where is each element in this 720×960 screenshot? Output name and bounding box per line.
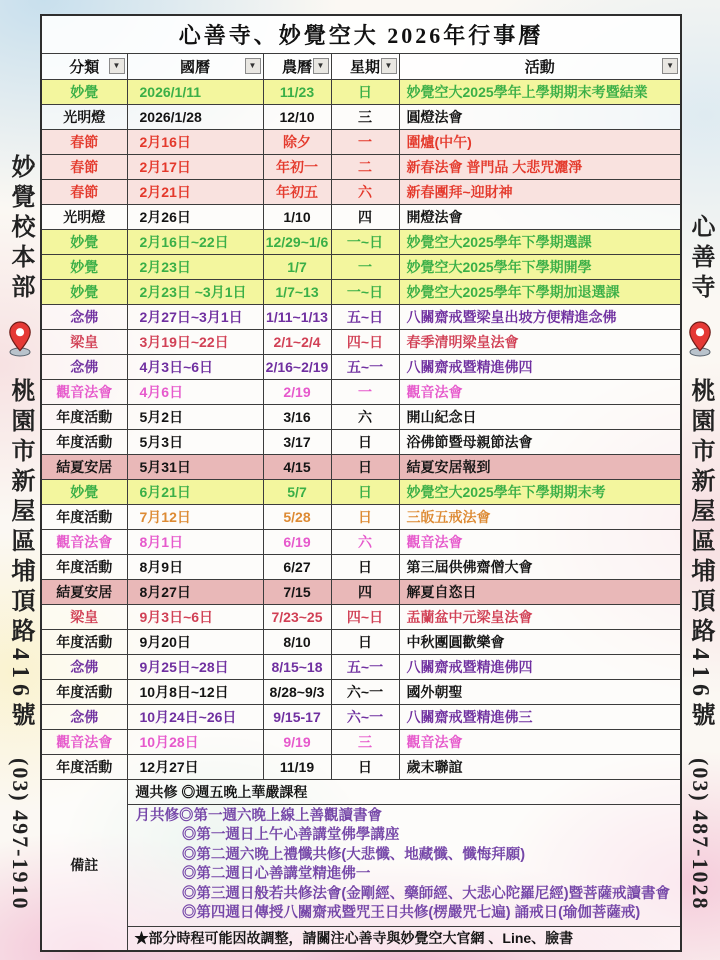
- cell-category: 年度活動: [41, 679, 127, 704]
- cell-activity: 新春法會 普門品 大悲咒灑淨: [399, 154, 681, 179]
- cell-gregorian: 4月6日: [127, 379, 263, 404]
- table-row: [41, 579, 681, 604]
- filter-dropdown-icon: ▼: [112, 61, 121, 70]
- cell-category: 念佛: [41, 354, 127, 379]
- table-row: [41, 604, 681, 629]
- cell-lunar: 6/19: [263, 529, 331, 554]
- col-header-gregorian: [127, 53, 263, 79]
- monthly-note-line: ◎第四週日傳授八關齋戒暨咒王日共修(楞嚴咒七遍) 誦戒日(瑜伽菩薩戒): [181, 905, 641, 921]
- cell-activity: 八關齋戒暨精進佛四: [399, 354, 681, 379]
- cell-gregorian: 9月20日: [127, 629, 263, 654]
- cell-lunar: 9/19: [263, 729, 331, 754]
- table-row: [41, 354, 681, 379]
- table-row: [41, 554, 681, 579]
- cell-lunar: 1/7: [263, 254, 331, 279]
- table-row: [41, 679, 681, 704]
- table-row: [41, 154, 681, 179]
- cell-category: 光明燈: [41, 204, 127, 229]
- cell-category: 念佛: [41, 704, 127, 729]
- filter-button-category[interactable]: [109, 58, 125, 74]
- col-header-weekday: [331, 53, 399, 79]
- cell-activity: 國外朝聖: [399, 679, 681, 704]
- cell-lunar: 12/10: [263, 104, 331, 129]
- cell-lunar: 5/7: [263, 479, 331, 504]
- col-header-label: 星期: [349, 59, 380, 76]
- cell-category: 年度活動: [41, 629, 127, 654]
- cell-activity: 八關齋戒暨精進佛三: [399, 704, 681, 729]
- filter-button-gregorian[interactable]: [245, 58, 261, 74]
- cell-lunar: 年初五: [263, 179, 331, 204]
- cell-weekday: 六: [331, 404, 399, 429]
- cell-lunar: 年初一: [263, 154, 331, 179]
- cell-weekday: 三: [331, 729, 399, 754]
- cell-activity: 圓燈法會: [399, 104, 681, 129]
- table-row: [41, 404, 681, 429]
- cell-gregorian: 10月28日: [127, 729, 263, 754]
- table-row: [41, 729, 681, 754]
- cell-gregorian: 2月16日: [127, 129, 263, 154]
- cell-weekday: 四: [331, 204, 399, 229]
- monthly-note-line: ◎第二週日心善講堂精進佛一: [181, 866, 371, 882]
- cell-category: 春節: [41, 154, 127, 179]
- cell-gregorian: 8月27日: [127, 579, 263, 604]
- cell-gregorian: 4月3日~6日: [127, 354, 263, 379]
- cell-lunar: 3/16: [263, 404, 331, 429]
- col-header-label: 活動: [524, 59, 555, 76]
- cell-weekday: 日: [331, 554, 399, 579]
- col-header-label: 農曆: [281, 59, 312, 76]
- left-sidebar: [1, 0, 39, 960]
- cell-lunar: 2/19: [263, 379, 331, 404]
- temple-name-left: 妙覺校本部: [7, 154, 33, 304]
- cell-category: 年度活動: [41, 754, 127, 779]
- cell-lunar: 1/11~1/13: [263, 304, 331, 329]
- table-row: [41, 329, 681, 354]
- cell-category: 梁皇: [41, 604, 127, 629]
- cell-gregorian: 2026/1/11: [127, 79, 263, 104]
- cell-gregorian: 10月24日~26日: [127, 704, 263, 729]
- cell-lunar: 3/17: [263, 429, 331, 454]
- cell-gregorian: 2月23日: [127, 254, 263, 279]
- cell-lunar: 5/28: [263, 504, 331, 529]
- cell-gregorian: 2月16日~22日: [127, 229, 263, 254]
- cell-category: 春節: [41, 129, 127, 154]
- cell-gregorian: 5月31日: [127, 454, 263, 479]
- cell-category: 年度活動: [41, 404, 127, 429]
- table-row: [41, 279, 681, 304]
- table-row: [41, 754, 681, 779]
- cell-gregorian: 2月21日: [127, 179, 263, 204]
- cell-activity: 新春團拜~迎財神: [399, 179, 681, 204]
- cell-lunar: 除夕: [263, 129, 331, 154]
- cell-lunar: 1/10: [263, 204, 331, 229]
- table-row: [41, 704, 681, 729]
- cell-lunar: 11/19: [263, 754, 331, 779]
- cell-category: 梁皇: [41, 329, 127, 354]
- cell-activity: 妙覺空大2025學年下學期期末考: [399, 479, 681, 504]
- table-row: [41, 654, 681, 679]
- cell-weekday: 一: [331, 129, 399, 154]
- cell-gregorian: 2月23日 ~3月1日: [127, 279, 263, 304]
- cell-weekday: 四~日: [331, 604, 399, 629]
- notes-row-monthly: [41, 804, 681, 926]
- cell-category: 光明燈: [41, 104, 127, 129]
- cell-weekday: 三: [331, 104, 399, 129]
- temple-address-left: 桃園市新屋區埔頂路416號: [7, 378, 33, 732]
- cell-gregorian: 8月1日: [127, 529, 263, 554]
- col-header-label: 國曆: [179, 59, 210, 76]
- cell-activity: 第三屆供佛齋僧大會: [399, 554, 681, 579]
- cell-activity: 開山紀念日: [399, 404, 681, 429]
- filter-dropdown-icon: ▼: [316, 61, 325, 70]
- cell-lunar: 8/15~18: [263, 654, 331, 679]
- cell-activity: 八關齋戒暨梁皇出坡方便精進念佛: [399, 304, 681, 329]
- cell-weekday: 四~日: [331, 329, 399, 354]
- cell-lunar: 11/23: [263, 79, 331, 104]
- cell-weekday: 五~一: [331, 654, 399, 679]
- notes-label: 備註: [41, 779, 127, 951]
- cell-weekday: 一: [331, 379, 399, 404]
- cell-weekday: 日: [331, 629, 399, 654]
- cell-activity: 中秋團圓歡樂會: [399, 629, 681, 654]
- cell-category: 妙覺: [41, 479, 127, 504]
- cell-gregorian: 3月19日~22日: [127, 329, 263, 354]
- monthly-notes: [127, 804, 681, 926]
- monthly-note-line: ◎第一週日上午心善講堂佛學講座: [181, 827, 400, 843]
- cell-weekday: 日: [331, 479, 399, 504]
- cell-category: 妙覺: [41, 254, 127, 279]
- cell-category: 觀音法會: [41, 379, 127, 404]
- col-header-category: [41, 53, 127, 79]
- cell-weekday: 六~一: [331, 679, 399, 704]
- cell-gregorian: 2026/1/28: [127, 104, 263, 129]
- filter-dropdown-icon: ▼: [384, 61, 393, 70]
- cell-activity: 八關齋戒暨精進佛四: [399, 654, 681, 679]
- right-sidebar: [681, 0, 719, 960]
- table-row: [41, 254, 681, 279]
- cell-lunar: 12/29~1/6: [263, 229, 331, 254]
- monthly-note-line: 月共修◎第一週六晚上線上善觀讀書會: [135, 807, 382, 824]
- cell-category: 觀音法會: [41, 529, 127, 554]
- notes-row-weekly: [41, 779, 681, 804]
- col-header-label: 分類: [69, 59, 100, 76]
- table-row: [41, 129, 681, 154]
- location-pin-icon: [685, 320, 715, 362]
- cell-activity: 解夏自恣日: [399, 579, 681, 604]
- table-row: [41, 104, 681, 129]
- cell-gregorian: 5月2日: [127, 404, 263, 429]
- footer-note: ★部分時程可能因故調整，請關注心善寺與妙覺空大官網 、Line、臉書: [127, 926, 681, 951]
- cell-gregorian: 5月3日: [127, 429, 263, 454]
- filter-button-weekday[interactable]: [381, 58, 397, 74]
- cell-lunar: 9/15-17: [263, 704, 331, 729]
- cell-category: 妙覺: [41, 279, 127, 304]
- cell-activity: 圍爐(中午): [399, 129, 681, 154]
- temple-name-right: 心善寺: [687, 214, 713, 304]
- cell-activity: 觀音法會: [399, 729, 681, 754]
- cell-lunar: 7/15: [263, 579, 331, 604]
- cell-weekday: 二: [331, 154, 399, 179]
- footer-row: [41, 926, 681, 951]
- cell-category: 觀音法會: [41, 729, 127, 754]
- cell-gregorian: 9月25日~28日: [127, 654, 263, 679]
- table-row: [41, 229, 681, 254]
- cell-category: 年度活動: [41, 554, 127, 579]
- cell-category: 年度活動: [41, 504, 127, 529]
- table-row: [41, 479, 681, 504]
- cell-activity: 開燈法會: [399, 204, 681, 229]
- cell-category: 結夏安居: [41, 579, 127, 604]
- cell-weekday: 日: [331, 754, 399, 779]
- table-row: [41, 204, 681, 229]
- calendar-table: [40, 14, 682, 952]
- cell-weekday: 日: [331, 79, 399, 104]
- cell-lunar: 4/15: [263, 454, 331, 479]
- col-header-lunar: [263, 53, 331, 79]
- cell-lunar: 7/23~25: [263, 604, 331, 629]
- cell-lunar: 6/27: [263, 554, 331, 579]
- cell-gregorian: 6月21日: [127, 479, 263, 504]
- cell-activity: 觀音法會: [399, 379, 681, 404]
- cell-gregorian: 8月9日: [127, 554, 263, 579]
- cell-lunar: 8/28~9/3: [263, 679, 331, 704]
- cell-weekday: 六: [331, 529, 399, 554]
- cell-lunar: 1/7~13: [263, 279, 331, 304]
- monthly-note-line: ◎第二週六晚上禮懺共修(大悲懺、地藏懺、懺悔拜願): [181, 846, 526, 863]
- cell-category: 年度活動: [41, 429, 127, 454]
- cell-category: 念佛: [41, 304, 127, 329]
- monthly-note-line: ◎第三週日般若共修法會(金剛經、藥師經、大悲心陀羅尼經)暨菩薩戒讀書會: [181, 885, 671, 902]
- cell-weekday: 五~一: [331, 354, 399, 379]
- cell-weekday: 六: [331, 179, 399, 204]
- col-header-activity: [399, 53, 681, 79]
- cell-activity: 結夏安居報到: [399, 454, 681, 479]
- table-row: [41, 429, 681, 454]
- temple-phone-right: (03) 487-1028: [688, 758, 713, 911]
- table-row: [41, 79, 681, 104]
- cell-gregorian: 2月17日: [127, 154, 263, 179]
- cell-activity: 觀音法會: [399, 529, 681, 554]
- cell-category: 念佛: [41, 654, 127, 679]
- filter-dropdown-icon: ▼: [666, 61, 674, 70]
- cell-category: 妙覺: [41, 79, 127, 104]
- cell-gregorian: 7月12日: [127, 504, 263, 529]
- cell-activity: 妙覺空大2025學年下學期開學: [399, 254, 681, 279]
- location-pin-icon: [5, 320, 35, 362]
- cell-lunar: 2/1~2/4: [263, 329, 331, 354]
- cell-activity: 妙覺空大2025學年下學期加退選課: [399, 279, 681, 304]
- cell-lunar: 2/16~2/19: [263, 354, 331, 379]
- cell-gregorian: 12月27日: [127, 754, 263, 779]
- cell-category: 春節: [41, 179, 127, 204]
- cell-activity: 盂蘭盆中元梁皇法會: [399, 604, 681, 629]
- cell-weekday: 一~日: [331, 279, 399, 304]
- filter-button-activity[interactable]: [662, 58, 678, 74]
- cell-weekday: 五~日: [331, 304, 399, 329]
- temple-address-right: 桃園市新屋區埔頂路416號: [687, 378, 713, 732]
- cell-weekday: 一: [331, 254, 399, 279]
- filter-dropdown-icon: ▼: [248, 61, 257, 70]
- cell-activity: 三皈五戒法會: [399, 504, 681, 529]
- cell-weekday: 六~一: [331, 704, 399, 729]
- cell-weekday: 日: [331, 454, 399, 479]
- table-row: [41, 504, 681, 529]
- cell-gregorian: 2月26日: [127, 204, 263, 229]
- table-row: [41, 454, 681, 479]
- cell-category: 妙覺: [41, 229, 127, 254]
- column-header-row: [41, 53, 681, 79]
- cell-lunar: 8/10: [263, 629, 331, 654]
- cell-activity: 春季清明梁皇法會: [399, 329, 681, 354]
- cell-weekday: 一~日: [331, 229, 399, 254]
- cell-activity: 妙覺空大2025學年上學期期末考暨結業: [399, 79, 681, 104]
- table-row: [41, 379, 681, 404]
- cell-weekday: 日: [331, 504, 399, 529]
- cell-activity: 浴佛節暨母親節法會: [399, 429, 681, 454]
- table-row: [41, 179, 681, 204]
- cell-gregorian: 10月8日~12日: [127, 679, 263, 704]
- table-row: [41, 629, 681, 654]
- temple-phone-left: (03) 497-1910: [8, 758, 33, 911]
- table-row: [41, 529, 681, 554]
- cell-category: 結夏安居: [41, 454, 127, 479]
- cell-activity: 妙覺空大2025學年下學期選課: [399, 229, 681, 254]
- filter-button-lunar[interactable]: [313, 58, 329, 74]
- calendar-title: 心善寺、妙覺空大 2026年行事曆: [41, 15, 681, 53]
- cell-gregorian: 2月27日~3月1日: [127, 304, 263, 329]
- cell-weekday: 四: [331, 579, 399, 604]
- cell-activity: 歲末聯誼: [399, 754, 681, 779]
- table-row: [41, 304, 681, 329]
- weekly-note: 週共修 ◎週五晚上華嚴課程: [127, 779, 681, 804]
- cell-gregorian: 9月3日~6日: [127, 604, 263, 629]
- cell-weekday: 日: [331, 429, 399, 454]
